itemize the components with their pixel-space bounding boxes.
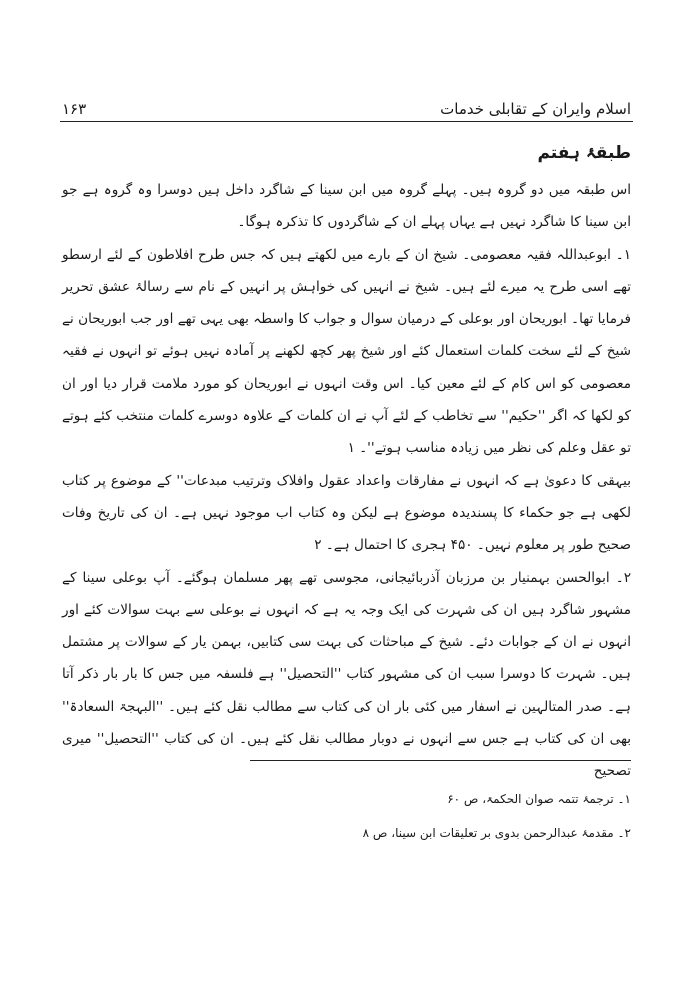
footnote-1: ۱۔ ترجمۂ تتمہ صوان الحکمۃ، ص ۶۰ [447, 792, 631, 806]
paragraph-bahmanyar: ۲۔ ابوالحسن بہمنیار بن مرزبان آذربائیجانی، مجوسی تھے پھر مسلمان ہوگئے۔ آپ بوعلی سینا کے مشہور شاگرد ہیں ان کی شہرت کی ایک وجہ یہ ہے کہ انہوں نے بوعلی سے بہت سوالات کئے اور انہوں نے ان کے جوابات دئے۔ شیخ کے مباحثات کی بہت سی کتابیں، بہمن یار کے سوالات پر مشتمل ہیں۔ شہرت کا دوسرا سبب ان کی مشہور کتاب ''التحصیل'' ہے فلسفہ میں جس کا بار بار ذکر آتا ہے۔ صدر المتالہین نے اسفار میں کئی بار ان کی کتاب سے مطالب نقل کئے ہیں۔ ''البہجۃ السعادۃ'' بھی ان کی کتاب ہے جس سے انہوں نے دوبار مطالب نقل کئے ہیں۔ ان کی کتاب ''التحصیل'' میری تصحیح [62, 569, 631, 780]
running-header [62, 92, 631, 118]
page-number: ۱۶۳ [62, 100, 87, 118]
section-heading: طبقۂ ہفتم [537, 143, 631, 163]
footnote-rule [250, 760, 631, 761]
paragraph-masumi: ۱۔ ابوعبداللہ فقیہ معصومی۔ شیخ ان کے بارے میں لکھتے ہیں کہ جس طرح افلاطون کے لئے ارسطو تھے اسی طرح یہ میرے لئے ہیں۔ شیخ نے انہیں کی خواہش پر انہیں کے نام سے رسالۂ عشق تحریر فرمایا تھا۔ ابوریحان اور بوعلی کے درمیان سوال و جواب کا واسطہ بھی یہی تھے اور جب ابوریحان نے شیخ کے لئے سخت کلمات استعمال کئے اور شیخ پھر کچھ لکھنے پر آمادہ نہیں ہوئے تو انہوں نے فقیہ معصومی کو اس کام کے لئے معین کیا۔ اس وقت انہوں نے ابوریحان کو مورد ملامت قرار دیا اور ان کو لکھا کہ اگر ''حکیم'' سے تخاطب کے لئے آپ نے ان کلمات کے علاوہ دوسرے کلمات منتخب کئے ہوتے تو عقل وعلم کی نظر میں زیادہ مناسب ہوتے''۔ ۱ [62, 246, 631, 457]
footnote-2: ۲۔ مقدمۂ عبدالرحمن بدوی بر تعلیقات ابن سینا، ص ۸ [362, 826, 631, 840]
header-rule [60, 121, 633, 122]
paragraph-intro: اس طبقہ میں دو گروہ ہیں۔ پہلے گروہ میں ابن سینا کے شاگرد داخل ہیں دوسرا وہ گروہ ہے جو ابن سینا کا شاگرد نہیں ہے یہاں پہلے ان کے شاگردوں کا تذکرہ ہوگا۔ [62, 182, 631, 231]
running-title: اسلام وایران کے تقابلی خدمات [440, 100, 631, 118]
footnotes [62, 782, 631, 850]
paragraph-bayhaqi: بیہقی کا دعویٰ ہے کہ انہوں نے مفارقات واعداد عقول وافلاک وترتیب مبدعات'' کے موضوع پر کتاب لکھی ہے جو حکماء کا پسندیدہ موضوع ہے لیکن وہ کتاب اب موجود نہیں ہے۔ ان کی تاریخ وفات صحیح طور پر معلوم نہیں۔ ۴۵۰ ہجری کا احتمال ہے۔ ۲ [62, 472, 631, 554]
body-text [62, 140, 631, 788]
